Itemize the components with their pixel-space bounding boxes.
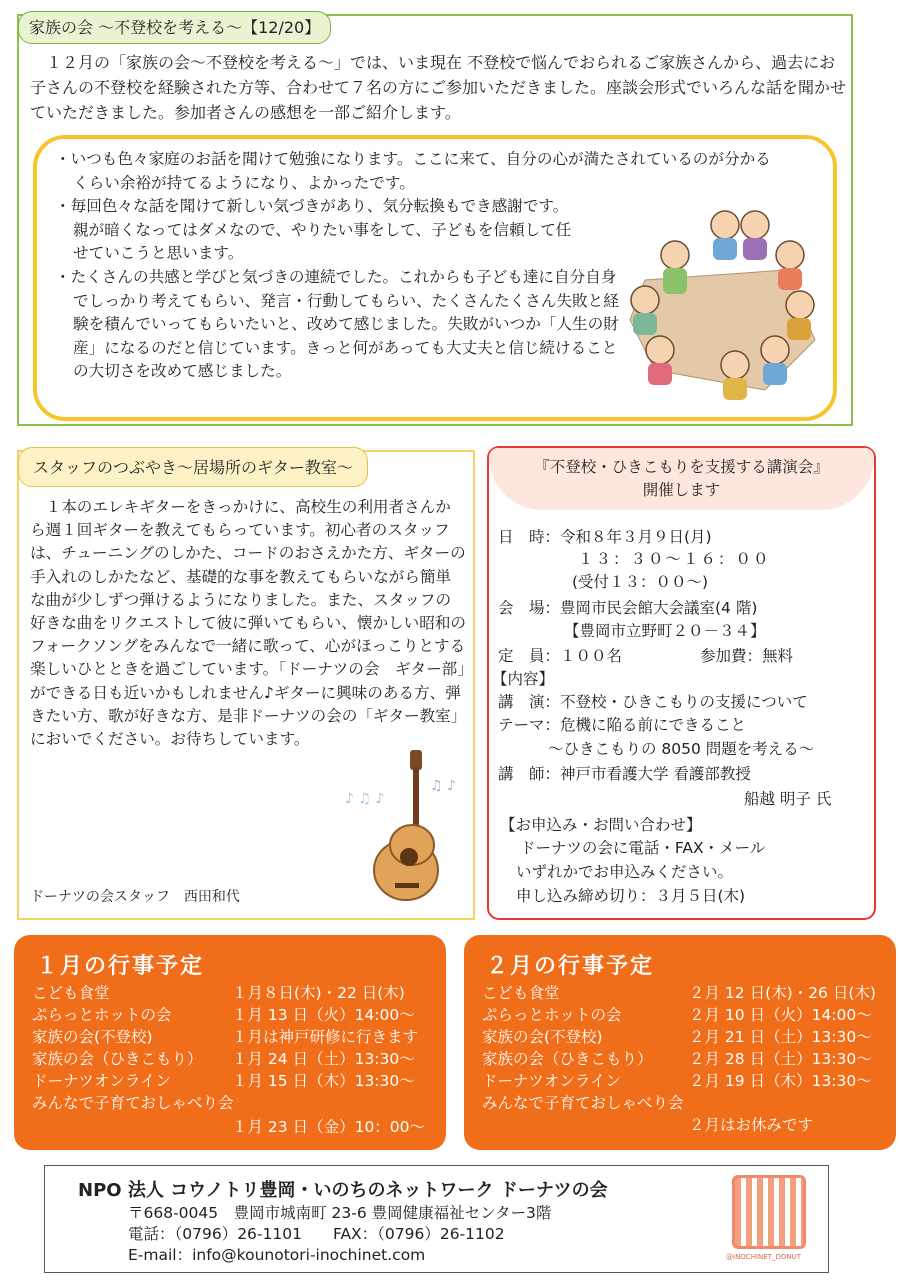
lecture-theme-sub: ～ひきこもりの 8050 問題を考える～	[548, 740, 815, 758]
lecture-content-label: 【内容】	[492, 670, 555, 688]
list-item: ２月 28 日（土）13:30～	[689, 1050, 872, 1068]
list-item: 家族の会（ひきこもり）	[32, 1050, 203, 1068]
list-item: 家族の会(不登校)	[32, 1028, 153, 1046]
list-item: ２月 21 日（土）13:30～	[689, 1028, 872, 1046]
list-item: １月 24 日（土）13:30～	[232, 1050, 415, 1068]
inquiry-label: 【お申込み・お問い合わせ】	[500, 816, 702, 834]
list-item: １月８日(木)・22 日(木)	[232, 984, 405, 1002]
lecture-capacity: 定 員：１００名	[498, 647, 623, 665]
lecture-speaker: 講 師：神戸市看護大学 看護部教授	[498, 765, 751, 783]
list-item: こども食堂	[32, 984, 110, 1002]
january-title: １月の行事予定	[36, 954, 205, 979]
list-item: １月 23 日（金）10：00～	[232, 1118, 426, 1136]
list-item: みんなで子育ておしゃべり会	[32, 1094, 234, 1112]
list-item: ドーナツオンライン	[482, 1072, 621, 1090]
list-item: ２月 12 日(木)・26 日(木)	[689, 984, 876, 1002]
svg-text:♪ ♫ ♪: ♪ ♫ ♪	[345, 791, 385, 807]
family-meeting-intro: １２月の「家族の会～不登校を考える～」では、いま現在 不登校で悩んでおられるご家族さんから、過去にお子さんの不登校を経験された方等、合わせて７名の方にご参加いただきました。座談会形式でいろんな話を聞かせていただきました。参加者さんの感想を一部ご紹介します。	[30, 53, 847, 122]
inquiry-method: ドーナツの会に電話・FAX・メール	[520, 839, 766, 857]
lecture-theme: テーマ：危機に陥る前にできること	[498, 716, 747, 734]
list-item: 家族の会(不登校)	[482, 1028, 603, 1046]
list-item: ２月 19 日（木）13:30～	[689, 1072, 872, 1090]
instagram-handle: @INOCHINET_DONUT	[726, 1253, 801, 1261]
comment-3: ・たくさんの共感と学びと気づきの連続でした。これからも子ども達に自分自身でしっかり考えてもらい、発言・行動してもらい、たくさんたくさん失敗と経験を積んでいってもらいたいと、改めて感じました。失敗がいつか「人生の財産」になるのだと信じています。きっと何があっても大丈夫と信じ続けることの大切さを改めて感じました。	[55, 268, 619, 380]
february-title: ２月の行事予定	[486, 954, 655, 979]
lecture-header: 『不登校・ひきこもりを支援する講演会』 開催します	[489, 448, 874, 510]
guitar-illustration	[340, 745, 475, 915]
list-item: １月 15 日（木）13:30～	[232, 1072, 415, 1090]
list-item: みんなで子育ておしゃべり会	[482, 1094, 684, 1112]
qr-code[interactable]	[732, 1175, 806, 1249]
list-item: 家族の会（ひきこもり）	[482, 1050, 653, 1068]
january-schedule	[14, 935, 446, 1150]
svg-text:♫ ♪: ♫ ♪	[430, 778, 456, 794]
list-item: こども食堂	[482, 984, 560, 1002]
staff-signature: ドーナツの会スタッフ 西田和代	[30, 889, 240, 905]
family-meeting-title: 家族の会 ～不登校を考える～【12/20】	[18, 11, 331, 44]
list-item: ２月 10 日（火）14:00～	[689, 1006, 872, 1024]
lecture-venue: 会 場：豊岡市民会館大会議室(4 階)	[498, 599, 758, 617]
lecture-reception: (受付１３：００～)	[572, 573, 709, 591]
list-item: ぷらっとホットの会	[32, 1006, 172, 1024]
lecture-date: 日 時：令和８年３月９日(月)	[498, 528, 712, 546]
lecture-speaker-name: 船越 明子 氏	[744, 790, 832, 808]
staff-tweet-body: １本のエレキギターをきっかけに、高校生の利用者さんから週１回ギターを教えてもらっています。初心者のスタッフは、チューニングのしかた、コードのおさえかた方、ギターの手入れのしかたなど、基礎的な事を教えてもらいながら簡単な曲が少しずつ弾けるようになりました。また、スタッフの好きな曲をリクエストして彼に弾いてもらい、懐かしい昭和のフォークソングをみんなで一緒に歌って、心がほっこりとする楽しいひとときを過ごしています。「ドーナツの会 ギター部」ができる日も近いかもしれません♪ギターに興味のある方、弾きたい方、歌が好きな方、是非ドーナツの会の「ギター教室」においでください。お待ちしています。	[30, 498, 467, 749]
staff-tweet-title: スタッフのつぶやき～居場所のギター教室～	[18, 447, 368, 487]
list-item: １月は神戸研修に行きます	[232, 1028, 419, 1046]
meeting-illustration	[615, 200, 825, 410]
list-item: １月 13 日（火）14:00～	[232, 1006, 415, 1024]
org-email: E-mail：info@kounotori-inochinet.com	[128, 1246, 426, 1264]
inquiry-deadline: 申し込み締め切り：３月５日(木)	[516, 887, 746, 905]
list-item: ぷらっとホットの会	[482, 1006, 622, 1024]
list-item: ２月はお休みです	[689, 1116, 814, 1134]
org-phone-fax: 電話：（0796）26-1101 FAX：（0796）26-1102	[128, 1225, 505, 1243]
comment-1: ・いつも色々家庭のお話を聞けて勉強になります。ここに来て、自分の心が満たされているのが分かるくらい余裕が持てるようになり、よかったです。	[55, 150, 771, 192]
lecture-topic: 講 演：不登校・ひきこもりの支援について	[498, 693, 808, 711]
org-address: 〒668-0045 豊岡市城南町 23-6 豊岡健康福祉センター3階	[128, 1204, 552, 1222]
lecture-fee: 参加費：無料	[700, 647, 794, 665]
list-item: ドーナツオンライン	[32, 1072, 171, 1090]
february-schedule	[464, 935, 896, 1150]
lecture-venue-address: 【豊岡市立野町２０－３４】	[564, 622, 766, 640]
lecture-time: １３：３０～１６：００	[578, 550, 771, 568]
comment-2: ・毎回色々な話を聞けて新しい気づきがあり、気分転換もでき感謝です。親が暗くなってはダメなので、やりたい事をして、子どもを信頼して任せていこうと思います。	[55, 197, 572, 262]
inquiry-request: いずれかでお申込みください。	[516, 863, 734, 881]
org-name: NPO 法人 コウノトリ豊岡・いのちのネットワーク ドーナツの会	[78, 1180, 608, 1201]
